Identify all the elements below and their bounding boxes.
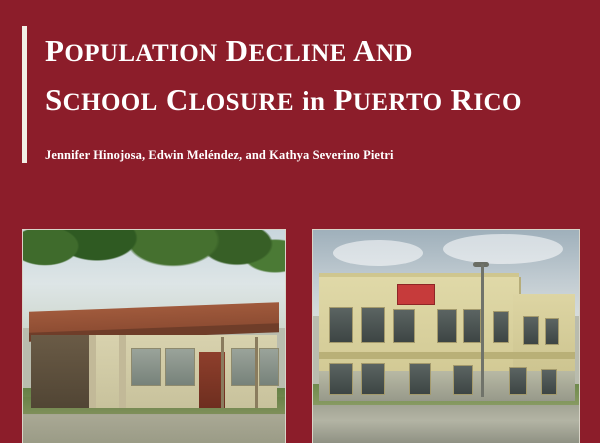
window [523, 316, 539, 346]
window [453, 365, 473, 395]
lamp-post [481, 264, 484, 397]
shaded-corridor [31, 335, 93, 408]
post [221, 337, 224, 408]
window [509, 367, 527, 395]
page-title-line-1: POPULATION DECLINE AND [45, 33, 413, 68]
window [361, 363, 385, 395]
title-text-group [45, 26, 582, 163]
facade-band [319, 352, 575, 359]
cover-photo-row [0, 229, 600, 443]
column [89, 335, 96, 408]
window [409, 363, 431, 395]
window [259, 348, 279, 386]
building-sign [397, 284, 435, 305]
column [119, 335, 126, 408]
window [231, 348, 257, 386]
photo-closed-school-single-storey [22, 229, 286, 443]
window [437, 309, 457, 343]
post [255, 337, 258, 408]
window [165, 348, 195, 386]
author-byline: Jennifer Hinojosa, Edwin Meléndez, and Kathya Severino Pietri [45, 148, 394, 162]
window [329, 307, 353, 343]
cloud [333, 240, 423, 266]
title-block [22, 26, 582, 163]
building-base [319, 371, 575, 401]
window [463, 309, 481, 343]
title-accent-bar [22, 26, 27, 163]
window [393, 309, 415, 343]
cloud [443, 234, 563, 264]
window [545, 318, 559, 346]
window [493, 311, 509, 343]
window [541, 369, 557, 395]
page-title-line-2: SCHOOL CLOSURE in PUERTO RICO [45, 82, 522, 117]
window [361, 307, 385, 343]
window [329, 363, 353, 395]
window [131, 348, 161, 386]
photo-closed-school-two-storey [312, 229, 580, 443]
